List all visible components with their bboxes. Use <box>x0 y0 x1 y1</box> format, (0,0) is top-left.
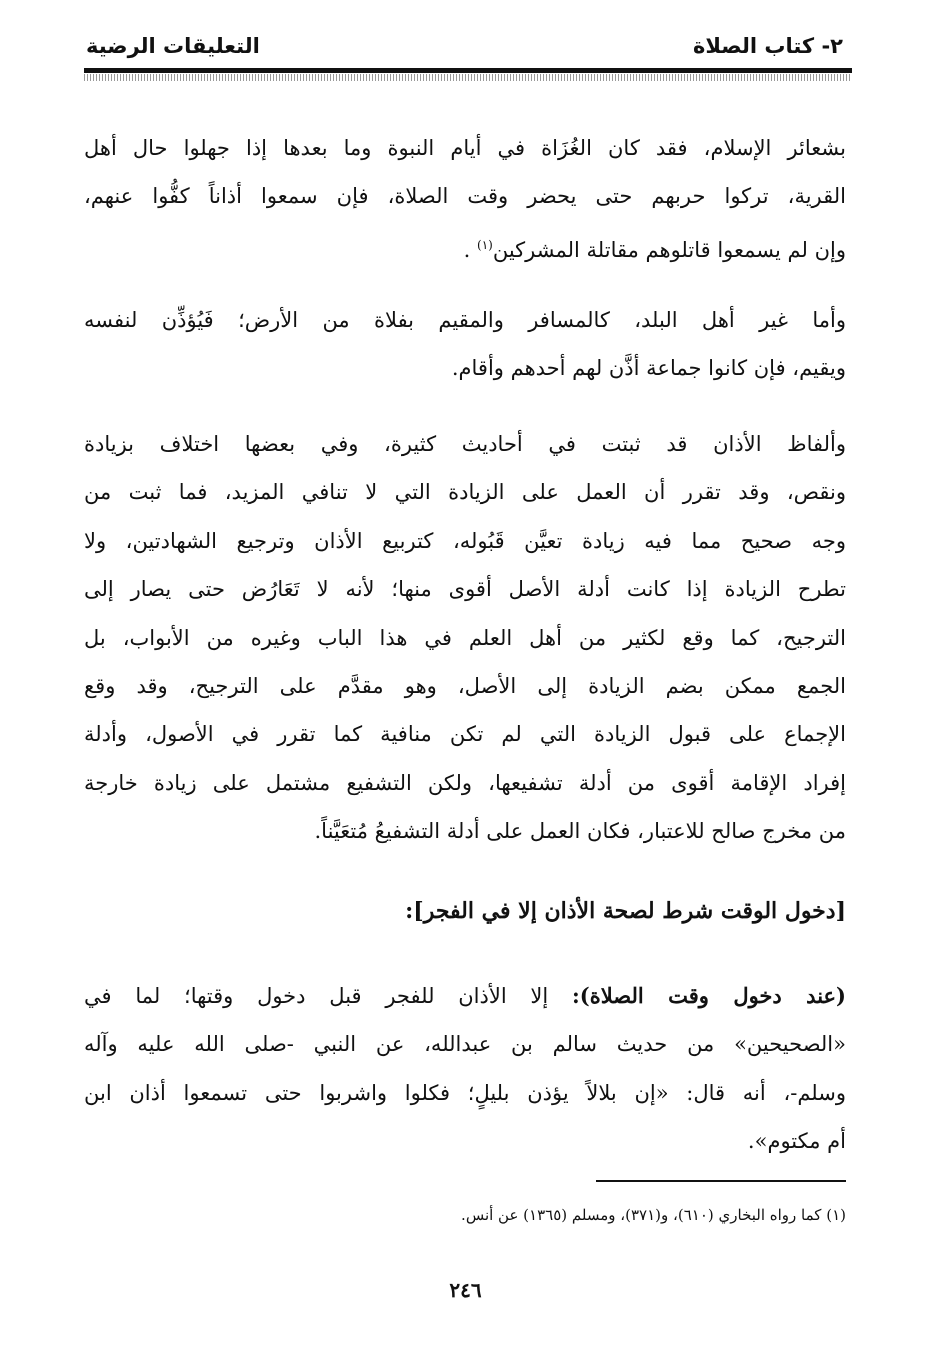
text-line: إفراد الإقامة أقوى من أدلة تشفيعها، ولكن التشفيع مشتمل على زيادة خارجة <box>84 770 846 795</box>
paragraph-2 <box>84 296 846 393</box>
header-rule <box>84 68 852 73</box>
text-line: القرية، تركوا حربهم حتى يحضر وقت الصلاة، فإن سمعوا أذاناً كفُّوا عنهم، <box>84 184 846 209</box>
text-line: ويقيم، فإن كانوا جماعة أذَّن لهم أحدهم وأقام. <box>451 356 846 381</box>
text-line-body: وإن لم يسمعوا قاتلوهم مقاتلة المشركين <box>492 237 846 262</box>
text-line-end: . <box>463 237 478 262</box>
text-line: من مخرج صالح للاعتبار، فكان العمل على أدلة التشفيعُ مُتعَيَّناً. <box>314 819 846 844</box>
text-line <box>84 221 846 274</box>
text-line: أم مكتوم». <box>747 1129 846 1154</box>
header-rule-hatch <box>84 74 852 81</box>
text-line: وسلم-، أنه قال: «إن بلالاً يؤذن بليلٍ؛ فكلوا واشربوا حتى تسمعوا أذان ابن <box>84 1080 846 1105</box>
matn-phrase: (عند دخول وقت الصلاة): <box>572 983 846 1008</box>
paragraph-3 <box>84 420 846 856</box>
text-line: الإجماع على قبول الزيادة التي لم تكن منافية كما تقرر في الأصول، وأدلة <box>84 722 846 747</box>
text-line: وألفاظ الأذان قد ثبتت في أحاديث كثيرة، وفي بعضها اختلاف بزيادة <box>84 432 846 456</box>
section-heading: [دخول الوقت شرط لصحة الأذان إلا في الفجر]: <box>405 898 846 924</box>
text-line: الترجيح، كما وقع لكثير من أهل العلم في هذا الباب وغيره من الأبواب، بل <box>84 625 846 650</box>
text-line: «الصحيحين» من حديث سالم بن عبدالله، عن النبي -صلى الله عليه وآله <box>84 1032 846 1057</box>
footnote-separator <box>596 1180 846 1182</box>
text-line: الجمع ممكن بضم الزيادة إلى الأصل، وهو مقدَّم على الترجيح، وقد وقع <box>84 674 846 699</box>
footnote-marker[interactable]: (١) <box>477 237 493 252</box>
text-line: ونقص، وقد تقرر أن العمل على الزيادة التي لا تنافي المزيد، فما ثبت من <box>84 480 846 505</box>
text-line: وأما غير أهل البلد، كالمسافر والمقيم بفلاة من الأرض؛ فَيُؤذِّن لنفسه <box>84 308 846 332</box>
text-line: وجه صحيح مما فيه زيادة تعيَّن قَبُوله، كتربيع الأذان وترجيع الشهادتين، ولا <box>84 528 846 553</box>
running-header-book-title: التعليقات الرضية <box>86 34 260 58</box>
running-header-chapter: ٢- كتاب الصلاة <box>692 34 843 58</box>
text-line: بشعائر الإسلام، فقد كان الغُزَاة في أيام النبوة وما بعدها إذا جهلوا حال أهل <box>84 136 846 160</box>
paragraph-1 <box>84 124 846 274</box>
paragraph-4 <box>84 972 846 1166</box>
text-line: تطرح الزيادة إذا كانت أدلة الأصل أقوى منها؛ لأنه لا تَعَارُض حتى يصار إلى <box>84 577 846 602</box>
page-number: ٢٤٦ <box>449 1278 482 1302</box>
footnote: (١) كما رواه البخاري (٦١٠)، و(٣٧١)، ومسلم (١٣٦٥) عن أنس. <box>461 1206 846 1224</box>
text-line <box>84 972 846 1020</box>
text-line-body: إلا الأذان للفجر قبل دخول وقتها؛ لما في <box>84 984 573 1008</box>
